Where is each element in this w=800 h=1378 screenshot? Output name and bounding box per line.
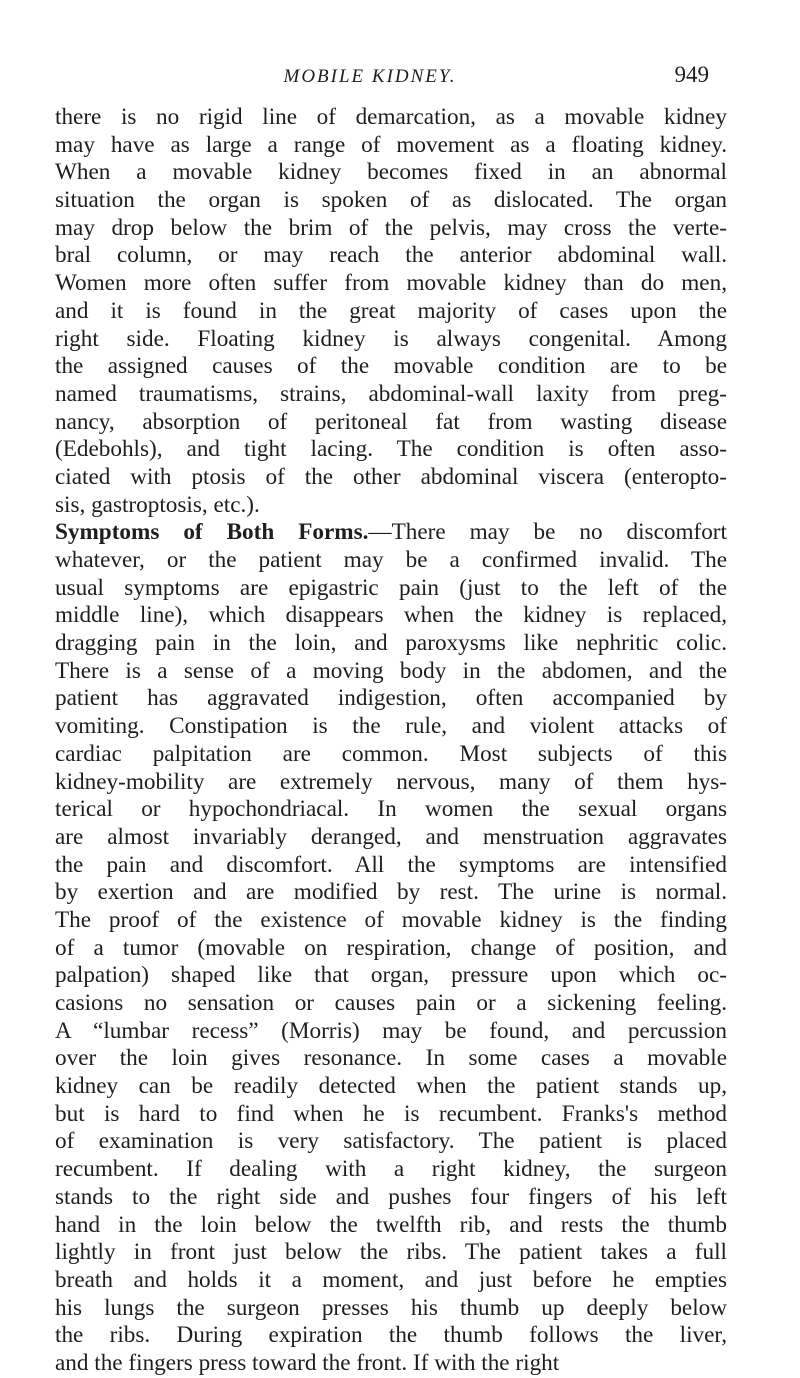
text-line: The proof of the existence of movable kidney is the finding <box>55 906 727 933</box>
text-line: kidney can be readily detected when the patient stands up, <box>55 1073 727 1100</box>
text-line: of examination is very satisfactory. The patient is placed <box>55 1128 727 1155</box>
text-line: dragging pain in the loin, and paroxysms like nephritic colic. <box>55 630 727 657</box>
text-line: may have as large a range of movement as a floating kidney. <box>55 131 727 158</box>
text-line: When a movable kidney becomes fixed in an abnormal <box>55 159 727 186</box>
text-line: sis, gastroptosis, etc.). <box>55 491 260 518</box>
text-line: and it is found in the great majority of cases upon the <box>55 297 727 324</box>
text-line: casions no sensation or causes pain or a sickening feeling. <box>55 990 727 1016</box>
text-line: kidney-mobility are extremely nervous, many of them hys- <box>55 768 727 795</box>
text-line: palpation) shaped like that organ, pressure upon which oc- <box>55 962 727 989</box>
text-line: right side. Floating kidney is always congenital. Among <box>55 325 727 352</box>
text-line: the pain and discomfort. All the symptoms are intensified <box>55 851 727 878</box>
text-line: by exertion and are modified by rest. The urine is normal. <box>55 879 727 906</box>
page-number: 949 <box>674 62 709 87</box>
text-line: vomiting. Constipation is the rule, and violent attacks of <box>55 713 727 740</box>
book-page <box>55 0 745 1376</box>
text-line: and the fingers press toward the front. If with the right <box>55 1349 560 1376</box>
text-line: cardiac palpitation are common. Most subjects of this <box>55 740 727 767</box>
text-line: Women more often suffer from movable kidney than do men, <box>55 270 727 297</box>
text-line: middle line), which disappears when the kidney is replaced, <box>55 602 727 629</box>
text-line: are almost invariably deranged, and menstruation aggravates <box>55 823 727 850</box>
running-title: MOBILE KIDNEY. <box>283 66 457 87</box>
text-line: his lungs the surgeon presses his thumb up deeply below <box>55 1294 727 1321</box>
text-line: lightly in front just below the ribs. The patient takes a full <box>55 1239 727 1266</box>
text-line: nancy, absorption of peritoneal fat from wasting disease <box>55 408 727 435</box>
text-line: breath and holds it a moment, and just before he empties <box>55 1266 727 1293</box>
text-line: There is a sense of a moving body in the abdomen, and the <box>55 657 727 684</box>
text-line: situation the organ is spoken of as dislocated. The organ <box>55 187 727 214</box>
text-line: terical or hypochondriacal. In women the sexual organs <box>55 796 727 823</box>
text-line: (Edebohls), and tight lacing. The condition is often asso- <box>55 436 727 463</box>
text-line: patient has aggravated indigestion, often accompanied by <box>55 685 727 712</box>
text-line: A “lumbar recess” (Morris) may be found, and percussion <box>55 1017 727 1044</box>
text-body <box>55 104 727 1378</box>
paragraph <box>55 519 727 1377</box>
text-line: bral column, or may reach the anterior abdominal wall. <box>55 242 727 269</box>
text-line: hand in the loin below the twelfth rib, and rests the thumb <box>55 1211 727 1238</box>
text-line: ciated with ptosis of the other abdominal viscera (enteropto- <box>55 463 727 490</box>
text-line: usual symptoms are epigastric pain (just to the left of the <box>55 574 727 601</box>
text-line: but is hard to find when he is recumbent. Franks's method <box>55 1100 727 1127</box>
text-line: the ribs. During expiration the thumb follows the liver, <box>55 1322 727 1349</box>
section-run-in-heading: Symptoms of Both Forms. <box>55 519 369 546</box>
text-line: the assigned causes of the movable condition are to be <box>55 353 727 380</box>
text-line: there is no rigid line of demarcation, as a movable kidney <box>55 104 727 130</box>
text-line <box>55 519 727 547</box>
text-line: recumbent. If dealing with a right kidney, the surgeon <box>55 1156 727 1183</box>
text-line: stands to the right side and pushes four fingers of his left <box>55 1183 727 1210</box>
text-line: over the loin gives resonance. In some cases a movable <box>55 1045 727 1072</box>
text-line-content: —There may be no discomfort <box>368 519 727 546</box>
text-line: of a tumor (movable on respiration, change of position, and <box>55 934 727 961</box>
text-line: whatever, or the patient may be a confirmed invalid. The <box>55 547 727 573</box>
text-line: named traumatisms, strains, abdominal-wall laxity from preg- <box>55 380 727 407</box>
paragraph <box>55 104 727 519</box>
text-line: may drop below the brim of the pelvis, may cross the verte- <box>55 214 727 241</box>
running-head <box>55 62 745 94</box>
